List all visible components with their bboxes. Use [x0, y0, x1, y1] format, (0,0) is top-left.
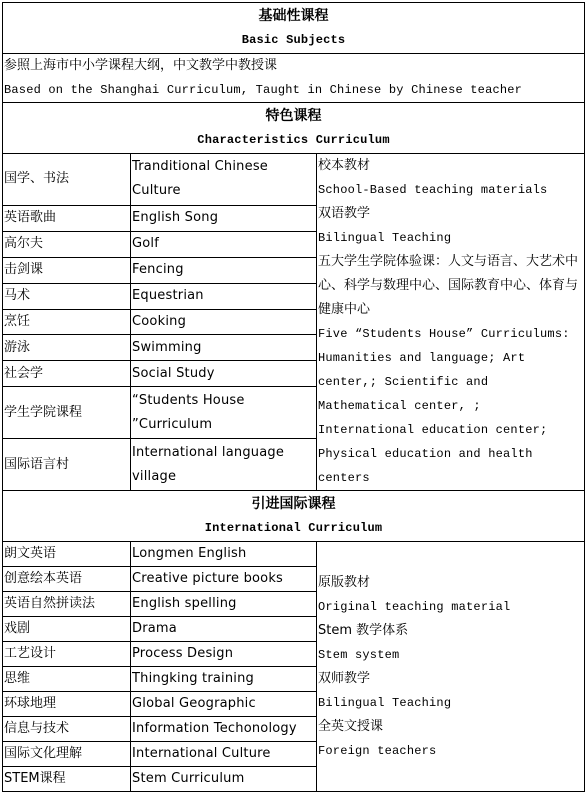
char-bilingual-en: Bilingual Teaching [318, 231, 452, 245]
course-zh: 游泳 [3, 335, 131, 361]
course-en: Information Techonology [131, 717, 317, 742]
course-zh: 创意绘本英语 [3, 567, 131, 592]
course-en: Equestrian [131, 283, 317, 309]
basic-title-en: Basic Subjects [241, 33, 346, 47]
course-en: Fencing [131, 257, 317, 283]
char-bilingual-zh: 双语教学 [318, 206, 371, 221]
basic-desc [3, 54, 585, 103]
char-materials-zh: 校本教材 [318, 158, 371, 173]
intl-title-en: International Curriculum [204, 521, 383, 535]
course-zh: 环球地理 [3, 692, 131, 717]
course-zh: 英语自然拼读法 [3, 592, 131, 617]
table-row [3, 154, 585, 206]
char-notes [317, 154, 585, 491]
intl-title-zh: 引进国际课程 [251, 496, 336, 512]
basic-desc-en: Based on the Shanghai Curriculum, Taught in Chinese by Chinese teacher [4, 83, 523, 97]
table-row [3, 542, 585, 567]
basic-desc-zh: 参照上海市中小学课程大纲，中文教学中教授课 [4, 58, 278, 73]
intl-english-en: Foreign teachers [318, 743, 437, 758]
course-en: Longmen English [131, 542, 317, 567]
course-en: Stem Curriculum [131, 767, 317, 792]
course-zh: 英语歌曲 [3, 205, 131, 231]
intl-header [3, 491, 585, 542]
course-zh: 学生学院课程 [3, 387, 131, 439]
course-en: Cooking [131, 309, 317, 335]
course-en: Tranditional Chinese Culture [131, 154, 317, 206]
basic-title-zh: 基础性课程 [258, 8, 329, 24]
char-title-zh: 特色课程 [265, 108, 322, 124]
course-zh: 社会学 [3, 361, 131, 387]
course-zh: STEM课程 [3, 767, 131, 792]
course-en: Swimming [131, 335, 317, 361]
char-houses-zh: 五大学生学院体验课：人文与语言、大艺术中心、科学与数理中心、国际教育中心、体育与健康中心 [318, 254, 579, 317]
course-en: International language village [131, 439, 317, 491]
intl-dual-en: Bilingual Teaching [318, 695, 452, 710]
intl-stem-zh: Stem 教学体系 [318, 622, 409, 638]
basic-header [3, 3, 585, 54]
char-header [3, 103, 585, 154]
course-en: English spelling [131, 592, 317, 617]
intl-notes [317, 542, 585, 792]
course-zh: 高尔夫 [3, 231, 131, 257]
course-en: Process Design [131, 642, 317, 667]
course-en: English Song [131, 205, 317, 231]
course-en: Golf [131, 231, 317, 257]
course-zh: 国际文化理解 [3, 742, 131, 767]
course-zh: 工艺设计 [3, 642, 131, 667]
char-houses-en: Five “Students House” Curriculums: Humanities and language; Art center,; Scientific and Mathematical center, ; International education center; Physical education and health centers [318, 327, 570, 485]
course-en: Creative picture books [131, 567, 317, 592]
course-en: International Culture [131, 742, 317, 767]
course-zh: 思维 [3, 667, 131, 692]
intl-original-zh: 原版教材 [318, 574, 371, 590]
intl-dual-zh: 双师教学 [318, 670, 371, 686]
intl-english-zh: 全英文授课 [318, 718, 384, 734]
course-zh: 信息与技术 [3, 717, 131, 742]
basic-desc-row [3, 54, 585, 103]
curriculum-table [2, 2, 585, 792]
course-zh: 戏剧 [3, 617, 131, 642]
course-zh: 击剑课 [3, 257, 131, 283]
course-zh: 烹饪 [3, 309, 131, 335]
course-zh: 国学、书法 [3, 154, 131, 206]
course-en: Drama [131, 617, 317, 642]
intl-stem-en: Stem system [318, 647, 400, 662]
course-en: Thingking training [131, 667, 317, 692]
course-zh: 马术 [3, 283, 131, 309]
char-title-en: Characteristics Curriculum [197, 133, 390, 147]
basic-header-row [3, 3, 585, 54]
course-en: “Students House ”Curriculum [131, 387, 317, 439]
intl-original-en: Original teaching material [318, 599, 511, 614]
course-zh: 朗文英语 [3, 542, 131, 567]
course-en: Social Study [131, 361, 317, 387]
char-header-row [3, 103, 585, 154]
course-en: Global Geographic [131, 692, 317, 717]
intl-header-row [3, 491, 585, 542]
course-zh: 国际语言村 [3, 439, 131, 491]
char-materials-en: School-Based teaching materials [318, 183, 548, 197]
